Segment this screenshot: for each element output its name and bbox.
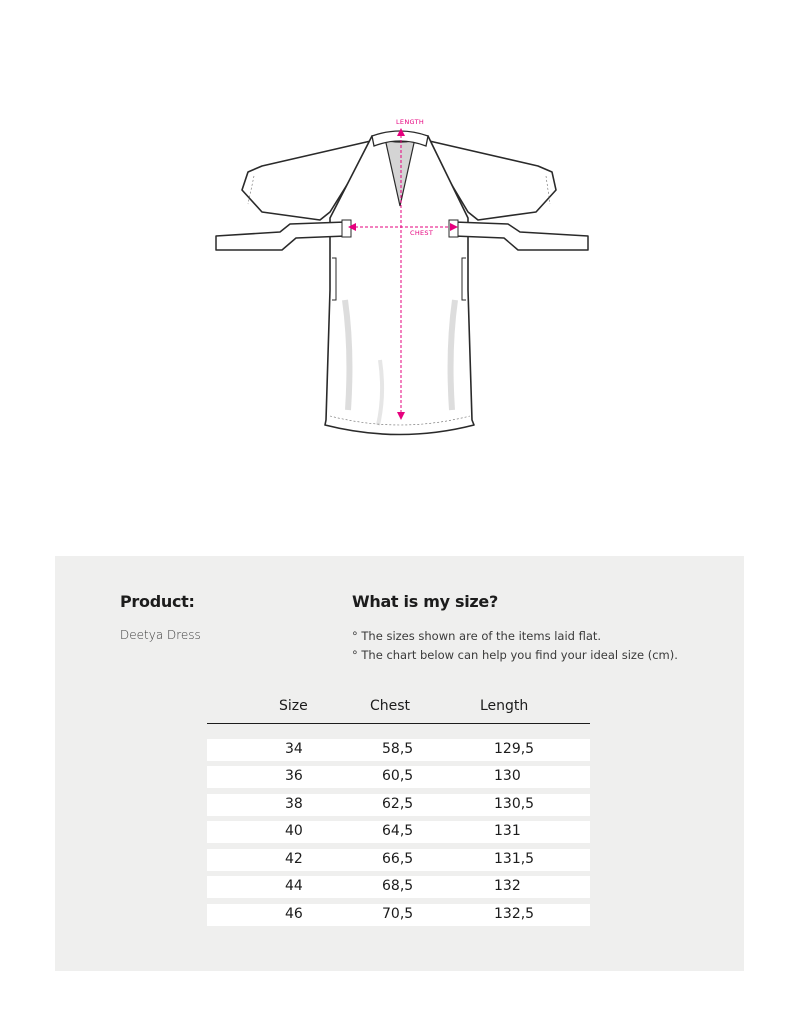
chest-cell: 70,5	[382, 906, 414, 922]
size-cell: 36	[285, 768, 303, 784]
length-cell: 130,5	[494, 796, 535, 812]
table-row	[207, 876, 590, 898]
table-row	[207, 739, 590, 761]
chest-cell: 68,5	[382, 878, 414, 894]
chest-dimension-label: CHEST	[410, 229, 434, 237]
chest-cell: 60,5	[382, 768, 414, 784]
column-header-length: Length	[480, 698, 529, 714]
length-cell: 130	[494, 768, 521, 784]
length-dimension-label: LENGTH	[396, 118, 425, 126]
length-cell: 131,5	[494, 851, 535, 867]
size-note-laid-flat: ° The sizes shown are of the items laid flat.	[352, 629, 602, 643]
length-cell: 129,5	[494, 741, 535, 757]
chest-cell: 66,5	[382, 851, 414, 867]
product-heading: Product:	[120, 592, 195, 611]
size-cell: 44	[285, 878, 303, 894]
chest-cell: 58,5	[382, 741, 414, 757]
length-cell: 132,5	[494, 906, 535, 922]
header-divider	[207, 723, 590, 724]
size-cell: 40	[285, 823, 303, 839]
chest-cell: 64,5	[382, 823, 414, 839]
size-cell: 34	[285, 741, 303, 757]
length-cell: 131	[494, 823, 521, 839]
table-row	[207, 849, 590, 871]
size-note-chart-help: ° The chart below can help you find your ideal size (cm).	[352, 648, 678, 662]
column-header-size: Size	[279, 698, 308, 714]
size-cell: 46	[285, 906, 303, 922]
size-cell: 38	[285, 796, 303, 812]
length-cell: 132	[494, 878, 521, 894]
product-name: Deetya Dress	[120, 628, 201, 642]
column-header-chest: Chest	[370, 698, 411, 714]
table-row	[207, 766, 590, 788]
size-cell: 42	[285, 851, 303, 867]
table-row	[207, 821, 590, 843]
size-question-heading: What is my size?	[352, 592, 498, 611]
chest-cell: 62,5	[382, 796, 414, 812]
table-row	[207, 794, 590, 816]
table-row	[207, 904, 590, 926]
